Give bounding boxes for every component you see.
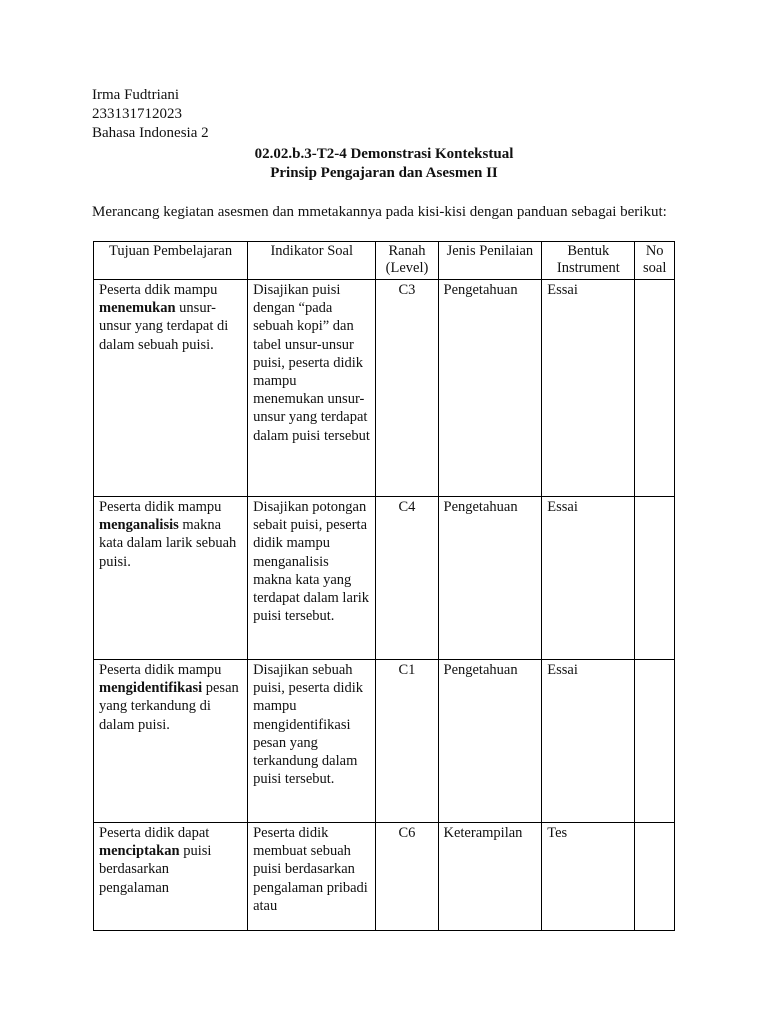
tujuan-rest: makna kata dalam larik sebuah puisi. — [99, 517, 237, 570]
cell-indikator: Disajikan sebuah puisi, peserta didik mampu mengidentifikasi pesan yang terkandung dalam puisi tersebut. — [248, 660, 376, 823]
document-title: 02.02.b.3-T2-4 Demonstrasi Kontekstual — [254, 146, 514, 162]
document-subtitle: Prinsip Pengajaran dan Asesmen II — [270, 165, 498, 181]
cell-ranah: C4 — [376, 497, 438, 660]
table-row — [94, 660, 675, 823]
header-no: No soal — [635, 242, 675, 280]
cell-bentuk: Essai — [542, 660, 635, 823]
cell-bentuk: Tes — [542, 823, 635, 931]
header-bentuk: Bentuk Instrument — [542, 242, 635, 280]
header-jenis: Jenis Penilaian — [438, 242, 542, 280]
cell-ranah: C3 — [376, 280, 438, 497]
cell-jenis: Pengetahuan — [438, 497, 542, 660]
tujuan-rest: puisi berdasarkan pengalaman — [99, 843, 212, 896]
cell-tujuan — [94, 497, 248, 660]
tujuan-keyword: menciptakan — [99, 843, 180, 860]
cell-tujuan — [94, 280, 248, 497]
cell-jenis: Pengetahuan — [438, 280, 542, 497]
cell-no — [635, 660, 675, 823]
table-row — [94, 823, 675, 931]
tujuan-intro: Peserta ddik mampu — [99, 282, 218, 298]
cell-no — [635, 823, 675, 931]
tujuan-rest: pesan yang terkandung di dalam puisi. — [99, 680, 239, 733]
cell-ranah: C6 — [376, 823, 438, 931]
cell-ranah: C1 — [376, 660, 438, 823]
intro-paragraph: Merancang kegiatan asesmen dan mmetakannya pada kisi-kisi dengan panduan sebagai berikut: — [92, 204, 667, 220]
tujuan-keyword: mengidentifikasi — [99, 680, 203, 697]
author-id: 233131712023 — [92, 106, 182, 122]
cell-indikator: Disajikan potongan sebait puisi, peserta didik mampu menganalisis makna kata yang terdapat dalam larik puisi tersebut. — [248, 497, 376, 660]
tujuan-intro: Peserta didik mampu — [99, 499, 222, 515]
assessment-grid-table — [93, 241, 675, 931]
cell-indikator: Disajikan puisi dengan “pada sebuah kopi” dan tabel unsur-unsur puisi, peserta didik mampu menemukan unsur-unsur yang terdapat dalam puisi tersebut — [248, 280, 376, 497]
cell-no — [635, 497, 675, 660]
tujuan-rest: unsur-unsur yang terdapat di dalam sebuah puisi. — [99, 300, 229, 353]
table-row — [94, 497, 675, 660]
cell-jenis: Pengetahuan — [438, 660, 542, 823]
cell-bentuk: Essai — [542, 280, 635, 497]
cell-jenis: Keterampilan — [438, 823, 542, 931]
cell-bentuk: Essai — [542, 497, 635, 660]
tujuan-keyword: menganalisis — [99, 517, 179, 534]
author-name: Irma Fudtriani — [92, 87, 180, 103]
author-class: Bahasa Indonesia 2 — [92, 125, 209, 141]
cell-indikator: Peserta didik membuat sebuah puisi berdasarkan pengalaman pribadi atau — [248, 823, 376, 931]
tujuan-intro: Peserta didik dapat — [99, 825, 210, 841]
header-indikator: Indikator Soal — [248, 242, 376, 280]
header-tujuan: Tujuan Pembelajaran — [94, 242, 248, 280]
tujuan-keyword: menemukan — [99, 300, 176, 317]
table-header-row — [94, 242, 675, 280]
header-ranah: Ranah (Level) — [376, 242, 438, 280]
cell-tujuan — [94, 660, 248, 823]
cell-tujuan — [94, 823, 248, 931]
tujuan-intro: Peserta didik mampu — [99, 662, 222, 678]
table-row — [94, 280, 675, 497]
author-block — [92, 86, 209, 143]
cell-no — [635, 280, 675, 497]
